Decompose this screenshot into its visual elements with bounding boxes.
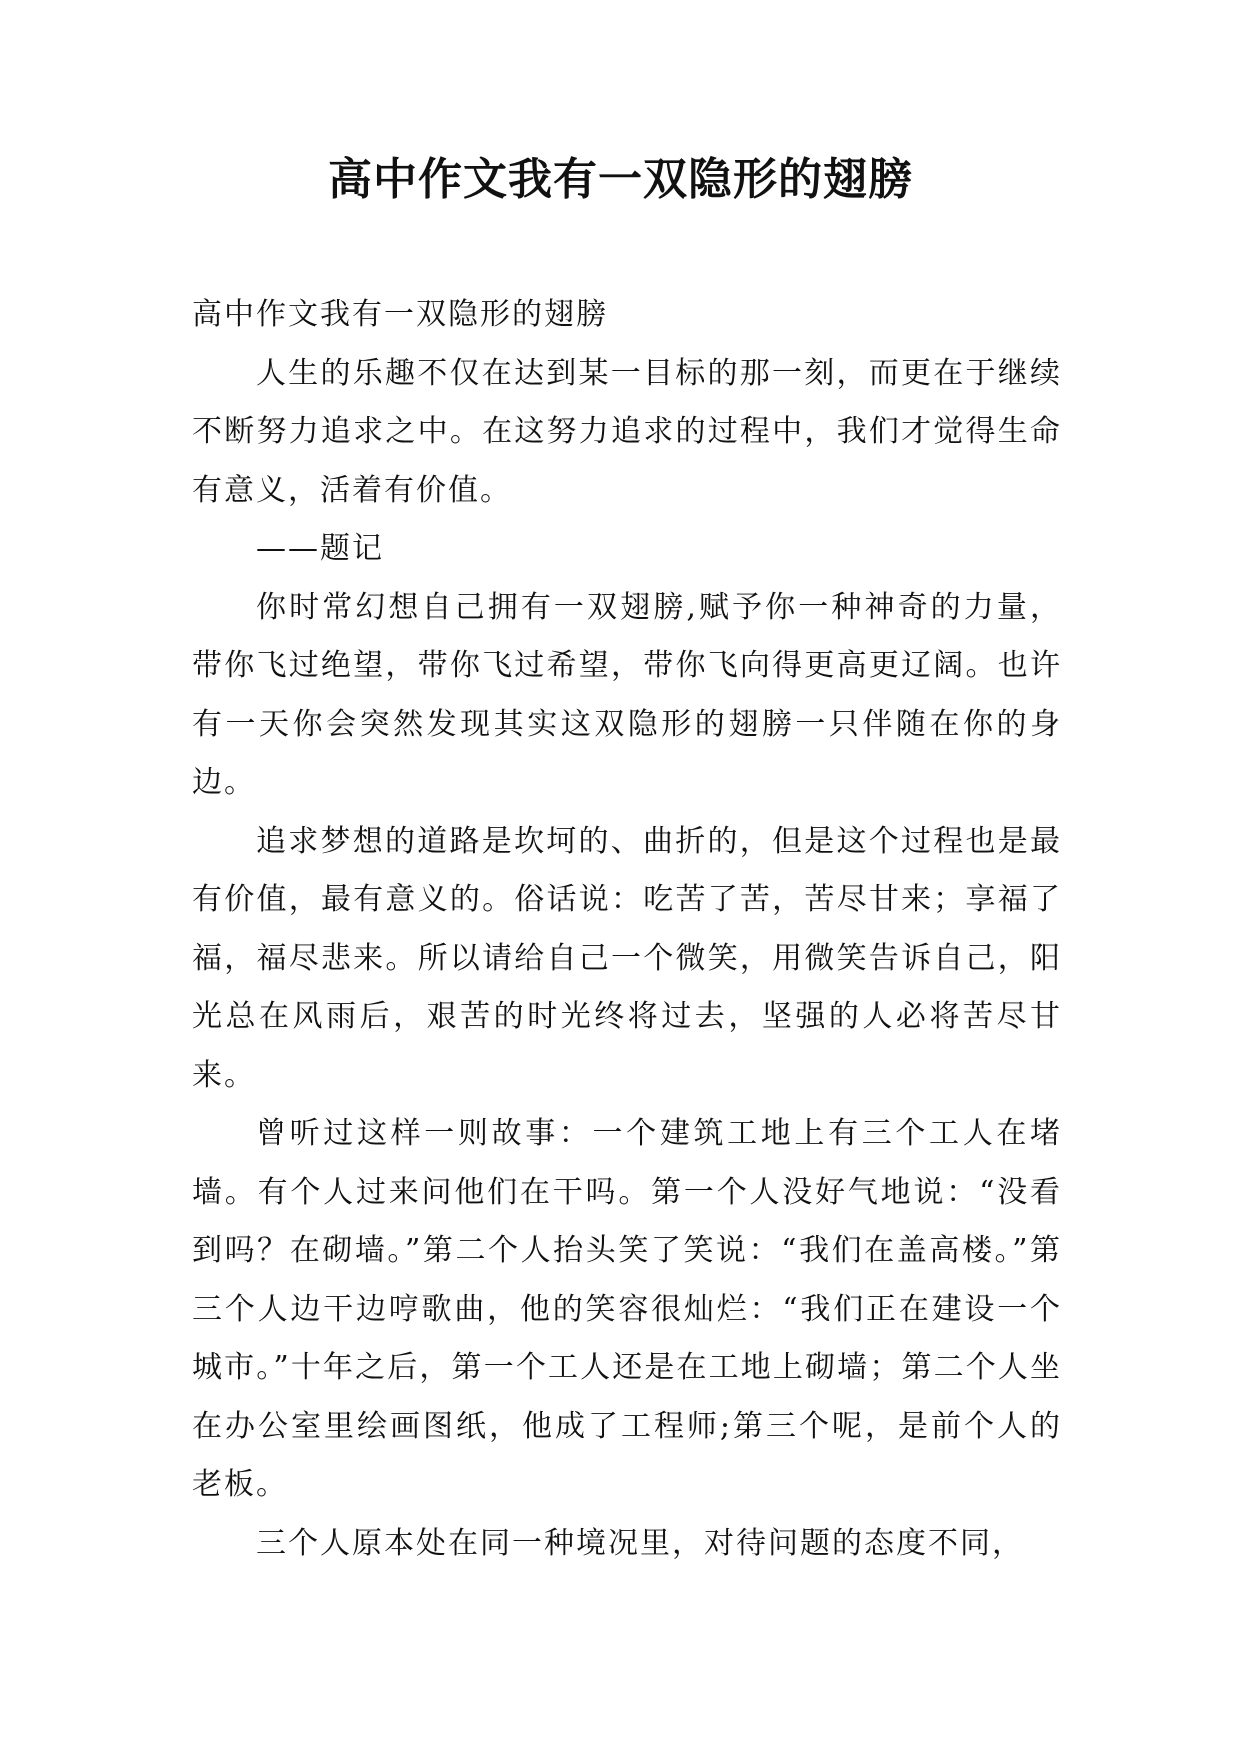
paragraph-epigraph-attribution: ——题记	[256, 531, 384, 566]
paragraph-story: 曾听过这样一则故事：一个建筑工地上有三个工人在堵墙。有个人过来问他们在干吗。第一个人没好气地说：“没看到吗？在砌墙。”第二个人抬头笑了笑说：“我们在盖高楼。”第三个人边干边哼歌曲，他的笑容很灿烂：“我们正在建设一个城市。”十年之后，第一个工人还是在工地上砌墙；第二个人坐在办公室里绘画图纸，他成了工程师;第三个呢，是前个人的老板。	[192, 1116, 1062, 1502]
document-subtitle: 高中作文我有一双隐形的翅膀	[192, 297, 608, 332]
paragraph-three-people: 三个人原本处在同一种境况里，对待问题的态度不同，	[256, 1525, 1024, 1561]
document-title: 高中作文我有一双隐形的翅膀	[328, 154, 913, 205]
document-body	[192, 286, 1062, 1573]
paragraph-wings: 你时常幻想自己拥有一双翅膀,赋予你一种神奇的力量，带你飞过绝望，带你飞过希望，带你飞向得更高更辽阔。也许有一天你会突然发现其实这双隐形的翅膀一只伴随在你的身边。	[192, 589, 1062, 800]
paragraph-intro: 人生的乐趣不仅在达到某一目标的那一刻，而更在于继续不断努力追求之中。在这努力追求的过程中，我们才觉得生命有意义，活着有价值。	[192, 355, 1062, 508]
paragraph-dream-path: 追求梦想的道路是坎坷的、曲折的，但是这个过程也是最有价值，最有意义的。俗话说：吃苦了苦，苦尽甘来；享福了福，福尽悲来。所以请给自己一个微笑，用微笑告诉自己，阳光总在风雨后，艰苦的时光终将过去，坚强的人必将苦尽甘来。	[192, 823, 1062, 1093]
